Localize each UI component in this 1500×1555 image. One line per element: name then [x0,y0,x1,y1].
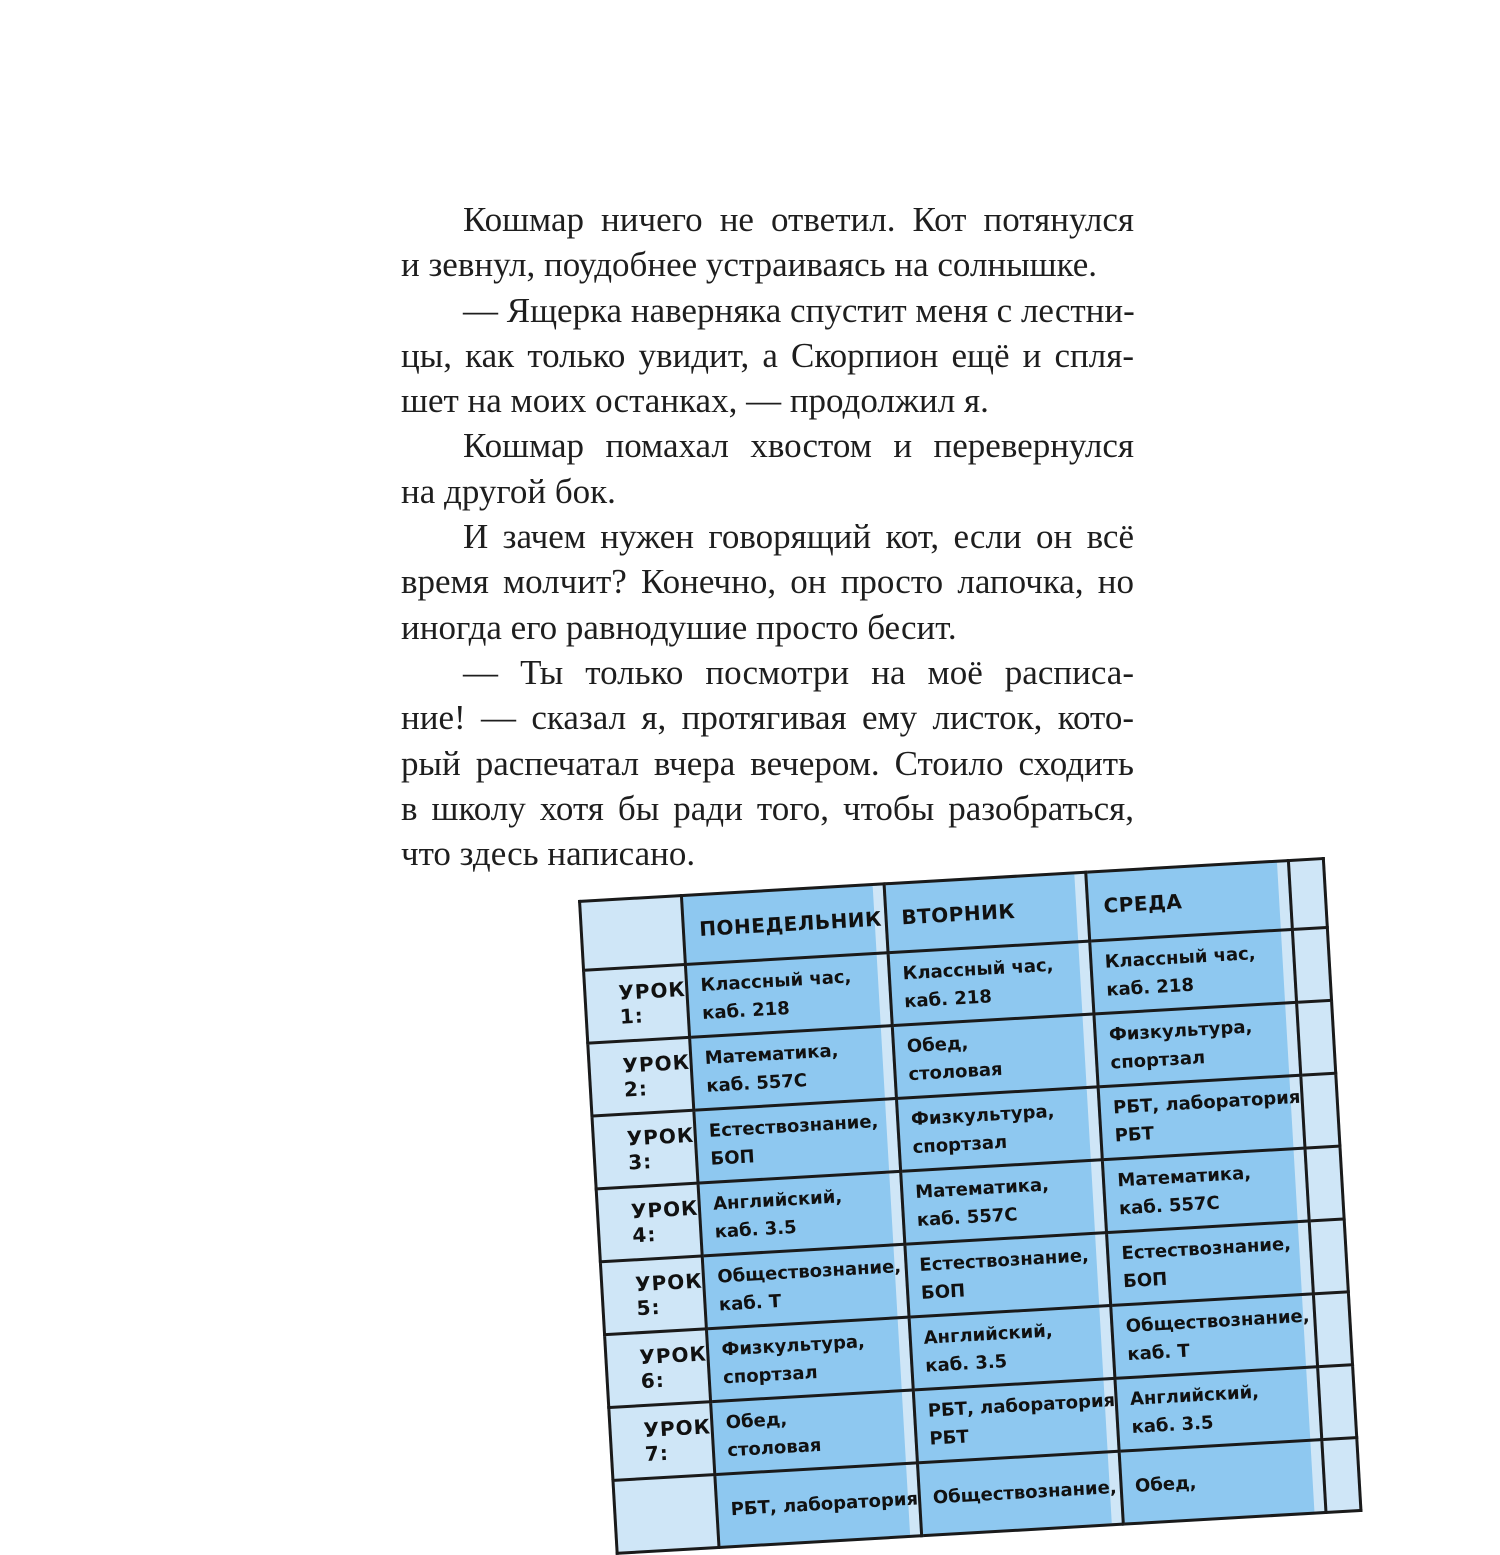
schedule-table [578,857,1362,1555]
schedule-cell-line: каб. 218 [903,986,993,1013]
paragraph-line: — Ящерка наверняка спустит меня с лестни- [463,290,1135,330]
schedule-extra-cell [1322,1438,1361,1513]
schedule-cell-line: каб. 3.5 [1131,1412,1215,1438]
schedule-cell-line: Математика, [704,1040,839,1069]
lesson-label: УРОК 7: [609,1402,715,1481]
schedule-cell-line: Английский, [712,1186,843,1215]
schedule-cell [901,1160,1107,1245]
schedule-cell [703,1244,909,1329]
schedule-day-header: СРЕДА [1086,861,1292,942]
schedule-cell-line: Английский, [923,1320,1054,1349]
schedule-cell [913,1378,1119,1463]
schedule-cell-line: каб. 557С [916,1204,1019,1232]
schedule-cell [694,1099,900,1184]
schedule-cell-line: Естествознание, [1121,1233,1292,1265]
paragraph-line: рый распечатал вчера вечером. Стоило сходить [401,743,1134,783]
schedule-extra-cell [1292,927,1331,1002]
paragraph-line: что здесь написано. [401,834,696,874]
paragraph [401,197,1134,288]
schedule-cell-line: каб. 3.5 [924,1351,1008,1377]
paragraph-line: цы, как только увидит, а Скорпион ещё и спля- [401,335,1134,375]
schedule-cell-line: Математика, [914,1174,1050,1204]
schedule-cell [888,941,1094,1026]
schedule-cell [917,1451,1123,1536]
lesson-label [613,1475,719,1554]
schedule-extra-cell [1317,1365,1356,1440]
lesson-label: УРОК 2: [588,1037,694,1116]
schedule-cell [1090,929,1296,1014]
paragraph-line: Кошмар ничего не ответил. Кот потянулся [463,200,1134,239]
schedule-cell-line: Классный час, [1104,943,1257,973]
schedule-cell-line: каб. 557С [705,1070,808,1097]
lesson-label: УРОК 4: [596,1183,702,1262]
schedule-extra-cell [1309,1219,1348,1294]
schedule-day-header: ВТОРНИК [884,872,1090,953]
paragraph [401,423,1134,514]
paragraph-line: — Ты только посмотри на моё расписа- [463,652,1134,692]
schedule-cell-line: Математика, [1116,1162,1252,1192]
schedule-extra-header [1288,859,1327,930]
schedule-cell-line: Обществознание, [716,1256,902,1288]
schedule-cell-line: каб. 3.5 [714,1216,798,1243]
paragraph [401,288,1134,424]
schedule-cell [892,1014,1098,1099]
schedule-cell [1103,1148,1309,1233]
schedule-cell-line: Классный час, [699,966,852,997]
schedule-cell-line: БОП [709,1146,756,1170]
paragraph-line: иногда его равнодушие просто бесит. [401,607,957,647]
schedule-cell [1094,1002,1300,1087]
schedule-cell [1107,1221,1313,1306]
lesson-label: УРОК 5: [600,1256,706,1335]
schedule-extra-cell [1305,1146,1344,1221]
schedule-cell [698,1171,904,1256]
schedule-cell [1119,1440,1325,1525]
schedule-corner-cell [580,896,686,971]
schedule-cell-line: столовая [907,1058,1004,1086]
paragraph-line: И зачем нужен говорящий кот, если он всё [463,517,1134,557]
schedule-cell-line: Английский, [1129,1381,1260,1411]
schedule-cell-line: Обществознание, [1125,1305,1311,1338]
schedule-cell [711,1390,917,1475]
paragraph-line: на другой бок. [401,471,616,511]
schedule-cell-line: РБТ, лаборатория [927,1389,1116,1422]
schedule-cell [896,1087,1102,1172]
schedule-cell [715,1463,921,1548]
paragraph-line: Кошмар помахал хвостом и перевернулся [463,426,1134,466]
schedule-cell-line: каб. Т [1126,1340,1191,1366]
schedule-cell-line: РБТ [1114,1123,1155,1147]
schedule-cell-line: Физкультура, [1108,1016,1253,1046]
schedule-cell-line: РБТ [928,1426,970,1450]
schedule-cell [905,1233,1111,1318]
schedule-cell-line: Обед, [906,1032,969,1058]
paragraph [401,650,1134,876]
schedule-cell-line: спортзал [912,1131,1008,1159]
schedule-cell-line: Классный час, [902,954,1055,985]
schedule-extra-cell [1301,1073,1340,1148]
schedule-cell-line: Обед, [1134,1472,1197,1497]
story-text [401,197,1134,876]
schedule-cell-line: Естествознание, [708,1111,879,1142]
lesson-label: УРОК 3: [592,1110,698,1189]
schedule-extra-cell [1296,1000,1335,1075]
schedule-cell-line: РБТ, лаборатория [1112,1086,1301,1119]
schedule-cell-line: Естествознание, [918,1245,1090,1276]
schedule-cell-line: Обед, [725,1408,788,1434]
schedule-extra-cell [1313,1292,1352,1367]
schedule-cell [686,953,892,1038]
schedule-cell [1115,1367,1321,1452]
paragraph-line: шет на моих останках, — продолжил я. [401,381,989,421]
schedule-cell-line: каб. 218 [701,998,791,1025]
paragraph [401,514,1134,650]
paragraph-line: ние! — сказал я, протягивая ему листок, кото- [401,698,1134,738]
schedule-cell-line: каб. 557С [1118,1192,1221,1220]
schedule-cell-line: спортзал [1110,1047,1206,1074]
schedule-cell-line: столовая [726,1434,822,1462]
schedule-cell-line: РБТ, лаборатория [730,1488,919,1521]
schedule-cell-line: БОП [920,1280,966,1304]
schedule-cell-line: БОП [1122,1268,1168,1293]
schedule-cell [1098,1075,1304,1160]
schedule-cell [690,1026,896,1111]
schedule-cell-line: каб. 218 [1105,974,1195,1001]
schedule-sheet [560,850,1311,1521]
paragraph-line: время молчит? Конечно, он просто лапочка, но [401,562,1134,602]
schedule-cell-line: Физкультура, [910,1100,1055,1131]
schedule-cell [707,1317,913,1402]
schedule-cell-line: каб. Т [718,1290,782,1316]
schedule-cell [909,1305,1115,1390]
paragraph-line: в школу хотя бы ради того, чтобы разобраться, [401,788,1134,828]
lesson-label: УРОК 6: [605,1329,711,1408]
schedule-cell-line: Обществознание, [932,1476,1118,1509]
schedule-day-header: ПОНЕДЕЛЬНИК [682,884,888,965]
paragraph-line: и зевнул, поудобнее устраиваясь на солнышке. [401,245,1098,285]
schedule-cell [1111,1294,1317,1379]
schedule-cell-line: Физкультура, [720,1331,866,1361]
schedule-cell-line: спортзал [722,1362,819,1389]
lesson-label: УРОК 1: [584,964,690,1043]
